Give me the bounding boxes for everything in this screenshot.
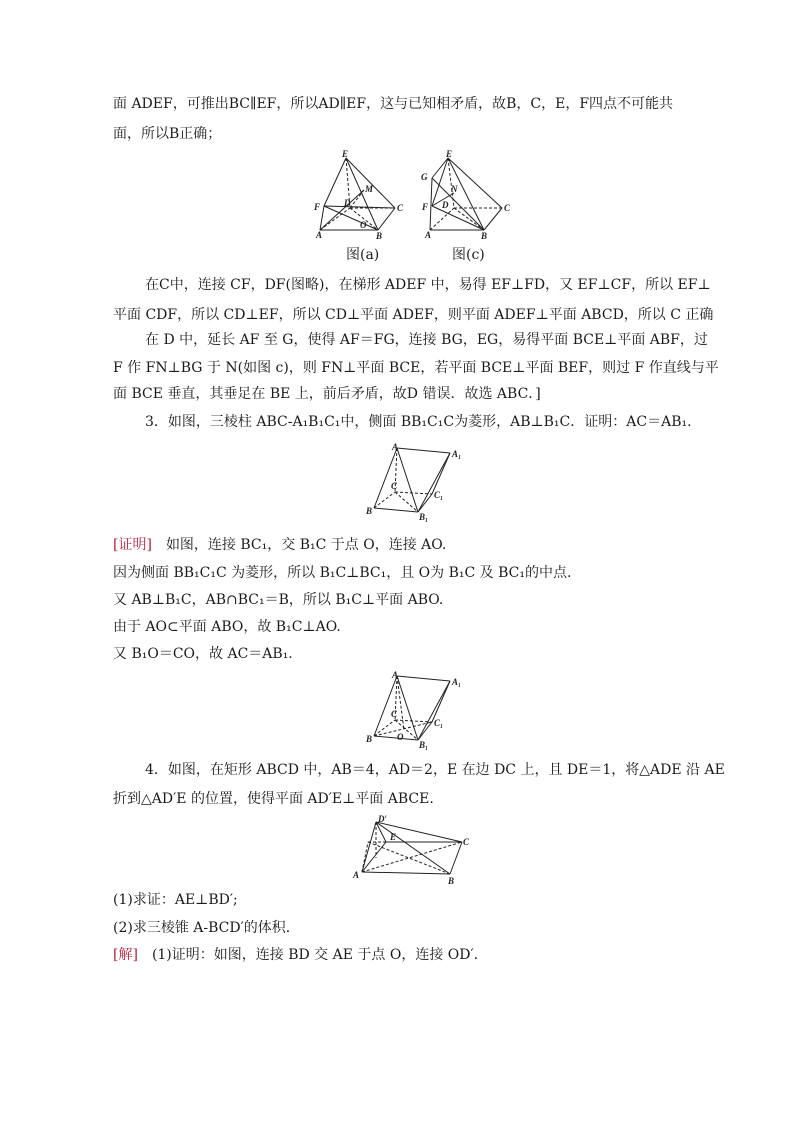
edge-a1c1 xyxy=(432,453,450,494)
text-line: 面，所以B正确； xyxy=(113,126,222,142)
edge-ed xyxy=(448,158,454,208)
edge-ec xyxy=(448,158,502,208)
label-c: C xyxy=(391,709,398,719)
proof-tag: [证明] xyxy=(113,537,152,553)
label-b1: B₁ xyxy=(419,512,429,522)
label-c: C xyxy=(391,481,398,491)
edge-bb1 xyxy=(374,508,418,512)
edge-eb xyxy=(448,158,484,230)
label-b: B xyxy=(376,231,383,240)
edge-ag xyxy=(430,178,432,230)
text-line: 因为侧面 BB₁C₁C 为菱形，所以 B₁C⊥BC₁，且 O为 B₁C 及 BC₁的中点. xyxy=(113,565,572,581)
text-line: 折到△AD′E 的位置，使得平面 AD′E⊥平面 ABCE. xyxy=(113,791,434,807)
text-line: 又 AB⊥B₁C，AB∩BC₁＝B，所以 B₁C⊥平面 ABO. xyxy=(113,592,444,608)
solution-text: (1)证明：如图，连接 BD 交 AE 于点 O，连接 OD′. xyxy=(151,947,479,963)
edge-ab xyxy=(362,872,450,874)
edge-aa1 xyxy=(397,448,450,453)
edge-gb xyxy=(432,178,484,230)
edge-fc xyxy=(324,206,395,208)
label-a: A xyxy=(392,670,399,680)
edge-ad xyxy=(430,208,454,230)
label-o: O xyxy=(397,732,404,742)
edge-ad1 xyxy=(362,822,376,872)
problem-4-statement: 4．如图，在矩形 ABCD 中，AB＝4，AD＝2，E 在边 DC 上，且 DE＝1，将△ADE 沿 AE xyxy=(145,762,725,778)
edge-a1c1 xyxy=(432,681,450,722)
text-line: 面 BCE 垂直，其垂足在 BE 上，前后矛盾，故D 错误．故选 ABC．] xyxy=(113,386,541,402)
label-d: D xyxy=(442,200,449,210)
proof-line xyxy=(113,535,446,555)
text-line: (1)求证：AE⊥BD′; xyxy=(113,892,238,908)
label-a1: A₁ xyxy=(452,449,462,459)
caption-c: 图(c) xyxy=(452,247,485,263)
prism-figure-1 xyxy=(364,440,468,522)
label-b: B xyxy=(366,734,373,744)
label-n: N xyxy=(451,184,458,194)
edge-fe xyxy=(432,158,448,206)
label-a: A xyxy=(392,442,399,452)
edge-a1b1 xyxy=(418,453,450,512)
edge-bb1 xyxy=(374,736,418,740)
edge-fb xyxy=(324,206,378,230)
edge-d1b xyxy=(376,822,450,874)
edge-ab xyxy=(374,676,397,736)
label-e: E xyxy=(390,832,397,842)
edge-ge xyxy=(432,158,448,178)
label-c: C xyxy=(504,203,511,213)
label-c: C xyxy=(397,203,404,213)
figure-a xyxy=(310,148,410,240)
edge-fb xyxy=(432,206,484,230)
label-d-prime: D′ xyxy=(378,814,388,824)
text-line: 面 ADEF，可推出BC∥EF，所以AD∥EF，这与已知相矛盾，故B，C，E，F四点不可能共 xyxy=(113,96,674,112)
edge-b1c1 xyxy=(418,494,432,512)
caption-a: 图(a) xyxy=(346,247,380,263)
label-a: A xyxy=(353,870,360,880)
edge-bc xyxy=(378,208,395,230)
edge-ae xyxy=(362,842,386,872)
edge-a1b1 xyxy=(418,681,450,740)
proof-text: 如图，连接 BC₁，交 B₁C 于点 O，连接 AO. xyxy=(165,537,447,553)
edge-fe xyxy=(324,158,346,206)
edge-ab xyxy=(374,448,397,508)
edge-cc1 xyxy=(395,492,432,494)
text-line: 平面 CDF，所以 CD⊥EF，所以 CD⊥平面 ADEF，则平面 ADEF⊥平面 ABCD，所以 C 正确 xyxy=(113,307,714,323)
label-c1: C₁ xyxy=(434,490,444,500)
label-e: E xyxy=(342,149,349,159)
text-line: (2)求三棱锥 A-BCD′的体积. xyxy=(113,920,291,936)
text-line: 又 B₁O＝CO，故 AC＝AB₁. xyxy=(113,646,293,662)
label-a1: A₁ xyxy=(452,677,462,687)
label-b: B xyxy=(448,876,455,886)
solution-tag: [解] xyxy=(113,947,138,963)
edge-cc1 xyxy=(395,720,432,722)
edge-ac xyxy=(362,842,462,872)
edge-ao xyxy=(397,676,404,730)
label-c: C xyxy=(463,837,470,847)
edge-bc xyxy=(484,208,502,230)
edge-ec xyxy=(346,158,395,208)
label-f: F xyxy=(314,202,321,212)
label-m: M xyxy=(365,184,374,194)
label-b: B xyxy=(366,506,373,516)
figure-c xyxy=(418,148,518,240)
edge-aa1 xyxy=(397,676,450,681)
label-f: F xyxy=(422,202,429,212)
edge-db xyxy=(454,208,484,230)
problem-3-statement: 3．如图，三棱柱 ABC-A₁B₁C₁中，侧面 BB₁C₁C为菱形，AB⊥B₁C．证明：AC＝AB₁. xyxy=(145,414,692,430)
edge-d1c xyxy=(376,822,462,842)
label-e: E xyxy=(446,149,453,159)
label-o: O xyxy=(360,220,367,230)
edge-am xyxy=(320,190,364,230)
text-line: 由于 AO⊂平面 ABO，故 B₁C⊥AO. xyxy=(113,619,341,635)
figure-4 xyxy=(350,812,472,886)
label-b1: B₁ xyxy=(419,740,429,750)
label-d: D xyxy=(344,198,351,208)
edge-db xyxy=(368,842,450,874)
label-a: A xyxy=(316,230,323,240)
label-g: G xyxy=(421,172,428,182)
text-line: 在C中，连接 CF，DF(图略)，在梯形 ADEF 中，易得 EF⊥FD，又 EF⊥CF，所以 EF⊥ xyxy=(145,277,711,293)
label-b: B xyxy=(481,231,488,240)
text-line: 在 D 中，延长 AF 至 G，使得 AF＝FG，连接 BG，EG，易得平面 BCE⊥平面 ABF，过 xyxy=(145,332,708,348)
label-a: A xyxy=(425,230,432,240)
solution-line xyxy=(113,945,478,965)
text-line: F 作 FN⊥BG 于 N(如图 c)，则 FN⊥平面 BCE，若平面 BCE⊥平面 BEF，则过 F 作直线与平 xyxy=(113,360,719,376)
label-c1: C₁ xyxy=(434,718,444,728)
prism-figure-2 xyxy=(364,668,468,750)
edge-bc xyxy=(450,842,462,874)
